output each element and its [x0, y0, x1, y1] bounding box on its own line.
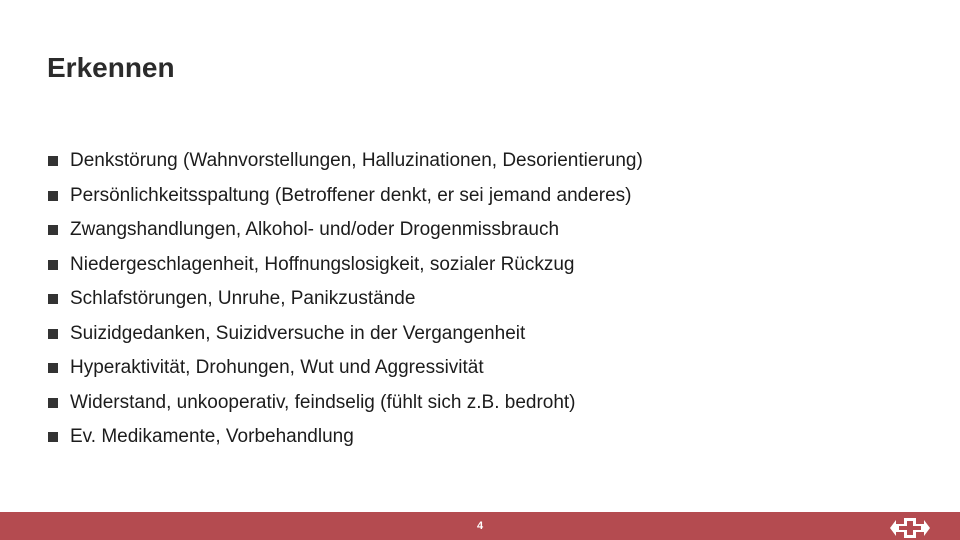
square-bullet-icon [48, 225, 58, 235]
square-bullet-icon [48, 260, 58, 270]
bullet-text: Zwangshandlungen, Alkohol- und/oder Drogenmissbrauch [70, 219, 560, 240]
bullet-text: Ev. Medikamente, Vorbehandlung [70, 426, 354, 447]
bullet-text: Persönlichkeitsspaltung (Betroffener denkt, er sei jemand anderes) [70, 184, 632, 206]
bullet-item [47, 319, 643, 354]
bullet-text: Niedergeschlagenheit, Hoffnungslosigkeit, sozialer Rückzug [70, 253, 575, 275]
bullet-text: Suizidgedanken, Suizidversuche in der Vergangenheit [70, 322, 526, 344]
square-bullet-icon [48, 294, 58, 304]
bullet-text: Hyperaktivität, Drohungen, Wut und Aggressivität [70, 357, 484, 378]
square-bullet-icon [48, 191, 58, 201]
bullet-text: Denkstörung (Wahnvorstellungen, Halluzinationen, Desorientierung) [70, 150, 643, 171]
footer-bar [0, 512, 960, 540]
page-number: 4 [476, 520, 484, 532]
square-bullet-icon [48, 329, 58, 339]
square-bullet-icon [48, 398, 58, 408]
bullet-item [47, 284, 643, 319]
square-bullet-icon [48, 432, 58, 442]
bullet-item [47, 422, 643, 457]
bullet-text: Widerstand, unkooperativ, feindselig (fühlt sich z.B. bedroht) [70, 391, 576, 413]
bullet-text: Schlafstörungen, Unruhe, Panikzustände [70, 288, 416, 309]
bullet-item [47, 353, 643, 388]
slide-title: Erkennen [47, 52, 175, 83]
bullet-item [47, 181, 643, 216]
square-bullet-icon [48, 156, 58, 166]
sbb-logo-icon [890, 517, 930, 539]
bullet-item [47, 146, 643, 181]
bullet-item [47, 250, 643, 285]
bullet-item [47, 388, 643, 423]
square-bullet-icon [48, 363, 58, 373]
bullet-list [47, 146, 643, 457]
bullet-item [47, 215, 643, 250]
